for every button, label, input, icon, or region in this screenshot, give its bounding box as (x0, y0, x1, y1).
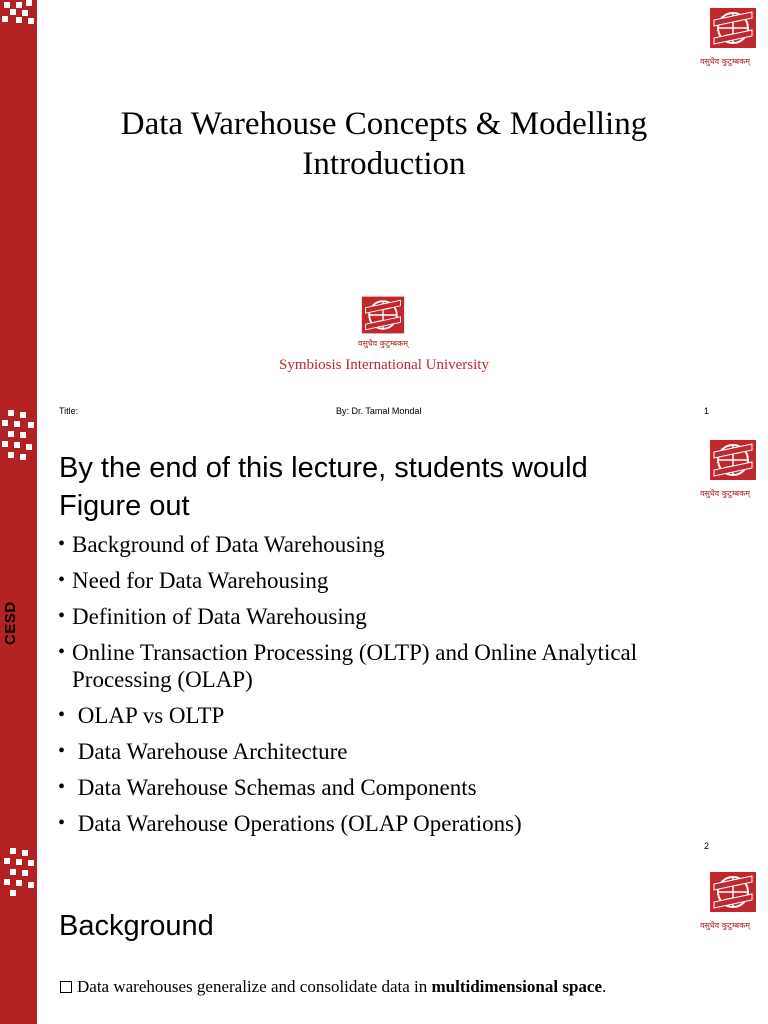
university-logo (708, 870, 758, 914)
page-number: 2 (704, 841, 710, 851)
footer-title: Title: (59, 406, 79, 416)
slide-title (40, 104, 728, 184)
list-item: • Background of Data Warehousing (56, 531, 736, 558)
center-logo (360, 294, 406, 336)
logo-motto: वसुधैव कुटुम्बकम् (700, 57, 751, 66)
paragraph-bold: multidimensional space (431, 977, 602, 996)
list-item: • Online Transaction Processing (OLTP) and Online Analytical Processing (OLAP) (56, 639, 736, 693)
sidebar-band (0, 0, 37, 1024)
university-logo (708, 438, 758, 482)
paragraph (60, 977, 606, 997)
university-logo (708, 6, 758, 50)
list-item: • Data Warehouse Schemas and Components (56, 774, 736, 801)
list-item: • Definition of Data Warehousing (56, 603, 736, 630)
list-item: • Data Warehouse Architecture (56, 738, 736, 765)
list-item: • Need for Data Warehousing (56, 567, 736, 594)
list-item: • Data Warehouse Operations (OLAP Operations) (56, 810, 736, 837)
logo-motto: वसुधैव कुटुम्बकम् (700, 489, 751, 498)
logo-motto: वसुधैव कुटुम्बकम् (700, 921, 751, 930)
checkbox-bullet-icon (60, 981, 72, 993)
center-logo-motto: वसुधैव कुटुम्बकम् (358, 339, 409, 348)
bullet-list (56, 531, 736, 846)
title-line-1: Data Warehouse Concepts & Modelling (120, 106, 648, 142)
footer-author: By: Dr. Tamal Mondal (336, 406, 422, 416)
page-number: 1 (704, 406, 710, 416)
slide-heading: By the end of this lecture, students would Figure out (59, 452, 588, 522)
sidebar-label: CESD (2, 601, 19, 645)
title-line-2: Introduction (302, 146, 466, 182)
university-name: Symbiosis International University (279, 357, 489, 373)
paragraph-text: Data warehouses generalize and consolidate data in (77, 977, 432, 996)
slide-heading: Background (59, 910, 214, 942)
list-item: • OLAP vs OLTP (56, 702, 736, 729)
paragraph-end: . (602, 977, 607, 996)
